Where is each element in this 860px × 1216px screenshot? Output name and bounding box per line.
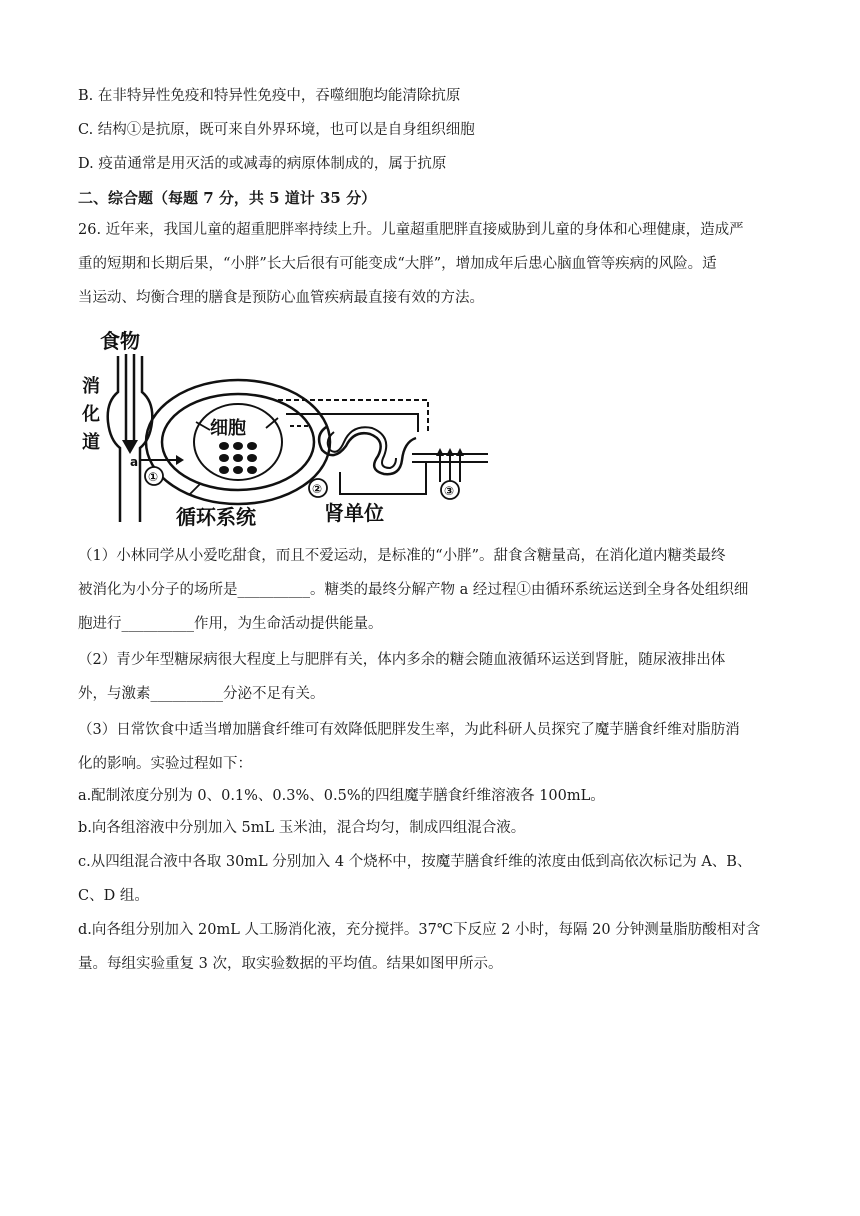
question-sub-line: （1）小林同学从小爱吃甜食，而且不爱运动，是标准的“小胖”。甜食含糖量高，在消化道内糖类最终 — [78, 548, 726, 564]
digestive-label-char: 消 — [82, 376, 100, 397]
vessel-solid-line — [286, 414, 418, 432]
digestion-circulation-diagram — [78, 322, 498, 532]
section-heading: 二、综合题（每题 7 分，共 5 道计 35 分） — [78, 189, 377, 207]
diagram-svg — [78, 322, 498, 532]
question-sub-line: 被消化为小分子的场所是__________。糖类的最终分解产物 a 经过程①由循环系统运送到全身各处组织细 — [78, 582, 749, 598]
food-arrow-head — [122, 440, 138, 454]
reabsorption-arrows — [440, 454, 460, 482]
marker-1: ① — [148, 470, 159, 484]
circulation-label: 循环系统 — [176, 505, 256, 529]
question-sub-line: （2）青少年型糖尿病很大程度上与肥胖有关，体内多余的糖会随血液循环运送到肾脏，随尿液排出体 — [78, 652, 726, 668]
question-sub-line: d.向各组分别加入 20mL 人工肠消化液，充分搅拌。37℃下反应 2 小时，每隔 20 分钟测量脂肪酸相对含 — [78, 922, 761, 938]
question-sub-line: 化的影响。实验过程如下： — [78, 756, 252, 772]
marker-3: ③ — [444, 484, 455, 498]
marker-2: ② — [312, 482, 323, 496]
option-d: D. 疫苗通常是用灭活的或减毒的病原体制成的，属于抗原 — [78, 156, 447, 172]
food-label: 食物 — [100, 329, 140, 353]
option-b: B. 在非特异性免疫和特异性免疫中，吞噬细胞均能清除抗原 — [78, 88, 461, 104]
absorption-arrow-head — [176, 455, 184, 465]
question-intro-line: 重的短期和长期后果，“小胖”长大后很有可能变成“大胖”，增加成年后患心脑血管等疾病的风险。适 — [78, 256, 717, 272]
question-sub-line: C、D 组。 — [78, 888, 149, 904]
label-a: a — [130, 455, 139, 469]
digestive-label-char: 道 — [82, 432, 100, 453]
question-intro-line: 26. 近年来，我国儿童的超重肥胖率持续上升。儿童超重肥胖直接威胁到儿童的身体和心理健康，造成严 — [78, 222, 744, 238]
cell-label: 细胞 — [210, 418, 246, 439]
option-c: C. 结构①是抗原，既可来自外界环境，也可以是自身组织细胞 — [78, 122, 475, 138]
cell-granules — [219, 442, 257, 474]
question-sub-line: c.从四组混合液中各取 30mL 分别加入 4 个烧杯中，按魔芋膳食纤维的浓度由低到高依次标记为 A、B、 — [78, 854, 752, 870]
question-sub-line: 外，与激素__________分泌不足有关。 — [78, 686, 325, 702]
question-sub-line: 胞进行__________作用，为生命活动提供能量。 — [78, 616, 383, 632]
digestive-label-char: 化 — [82, 404, 100, 425]
question-sub-line: （3）日常饮食中适当增加膳食纤维可有效降低肥胖发生率，为此科研人员探究了魔芋膳食纤维对脂肪消 — [78, 722, 740, 738]
question-intro-line: 当运动、均衡合理的膳食是预防心血管疾病最直接有效的方法。 — [78, 290, 484, 306]
kidney-label: 肾单位 — [324, 501, 384, 525]
question-sub-line: b.向各组溶液中分别加入 5mL 玉米油，混合均匀，制成四组混合液。 — [78, 820, 526, 836]
question-sub-line: 量。每组实验重复 3 次，取实验数据的平均值。结果如图甲所示。 — [78, 956, 503, 972]
food-arrow-lines — [126, 354, 134, 442]
question-sub-line: a.配制浓度分别为 0、0.1%、0.3%、0.5%的四组魔芋膳食纤维溶液各 100mL。 — [78, 788, 605, 804]
